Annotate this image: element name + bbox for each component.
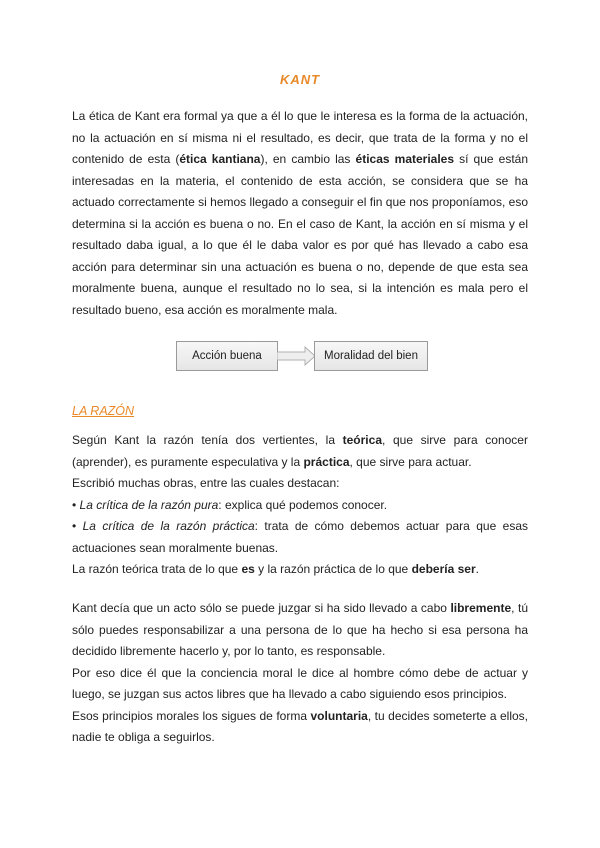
intro-bold-etica-kantiana: ética kantiana [179, 152, 261, 166]
bullet-item: • La crítica de la razón pura: explica qué podemos conocer. [72, 497, 388, 512]
bullet-item: • La crítica de la razón práctica: trata de cómo debemos actuar para que esas actuaciones sean moralmente buenas. [72, 519, 528, 555]
intro-bold-eticas-materiales: éticas materiales [355, 152, 455, 166]
bold-libremente: libremente [450, 601, 512, 615]
intro-paragraph [72, 106, 528, 321]
bold-es: es [241, 562, 255, 576]
razon-section [72, 430, 528, 581]
libertad-section [72, 598, 528, 749]
principios-paragraph: Esos principios morales los sigues de forma voluntaria, tu decides someterte a ellos, nadie te obliga a seguirlos. [72, 708, 529, 744]
arrow-right-icon [277, 346, 317, 366]
bold-practica: práctica [303, 454, 350, 469]
section-title-la-razon: LA RAZÓN [72, 404, 135, 418]
accion-buena-box: Acción buena [176, 341, 278, 371]
intro-text-1: La ética de Kant era formal ya que a él lo que le interesa es la forma de la actuación, no la actuación en sí misma ni el resultado, es decir, que trata de la forma y no el contenido de esta ( [72, 109, 528, 166]
intro-text-3: sí que están interesadas en la materia, el contenido de esta acción, se considera que se ha actuado correctamente si hemos llegado a conseguir el fin que nos proponíamos, eso determina si la acción es buena o no. En el caso de Kant, la acción en sí misma y el resultado daba igual, a lo que él le daba valor es por qué has llevado a cabo esa acción para determinar sin una actuación es buena o no, depende de que esta sea moralmente buena, aunque el resultado no lo sea, si la intención es mala pero el resultado bueno, esa acción es moralmente mala. [72, 152, 529, 317]
moralidad-del-bien-box: Moralidad del bien [314, 341, 428, 371]
work-title: La crítica de la razón pura [79, 497, 219, 512]
conciencia-paragraph: Por eso dice él que la conciencia moral le dice al hombre cómo debe de actuar y luego, se juzgan sus actos libres que ha llevado a cabo siguiendo esos principios. [72, 665, 528, 701]
intro-text-2: ), en cambio las [260, 152, 356, 166]
razon-paragraph: Según Kant la razón tenía dos vertientes, la teórica, que sirve para conocer (aprender), es puramente especulativa y la práctica, que sirve para actuar. [72, 433, 528, 469]
bold-deberia-ser: debería ser [411, 562, 476, 576]
bold-teorica: teórica [342, 433, 382, 447]
work-title: La crítica de la razón práctica [82, 519, 255, 533]
obras-line: Escribió muchas obras, entre las cuales destacan: [72, 476, 340, 490]
flow-diagram [176, 341, 428, 371]
libertad-paragraph: Kant decía que un acto sólo se puede juzgar si ha sido llevado a cabo libremente, tú sólo puedes responsabilizar a una persona de lo que ha hecho si esa persona ha decidido libremente hacerlo y, por lo tanto, es responsable. [72, 601, 528, 658]
page-title: KANT [279, 72, 321, 87]
razon-summary-line: La razón teórica trata de lo que es y la razón práctica de lo que debería ser. [72, 562, 479, 576]
bold-voluntaria: voluntaria [310, 708, 368, 723]
